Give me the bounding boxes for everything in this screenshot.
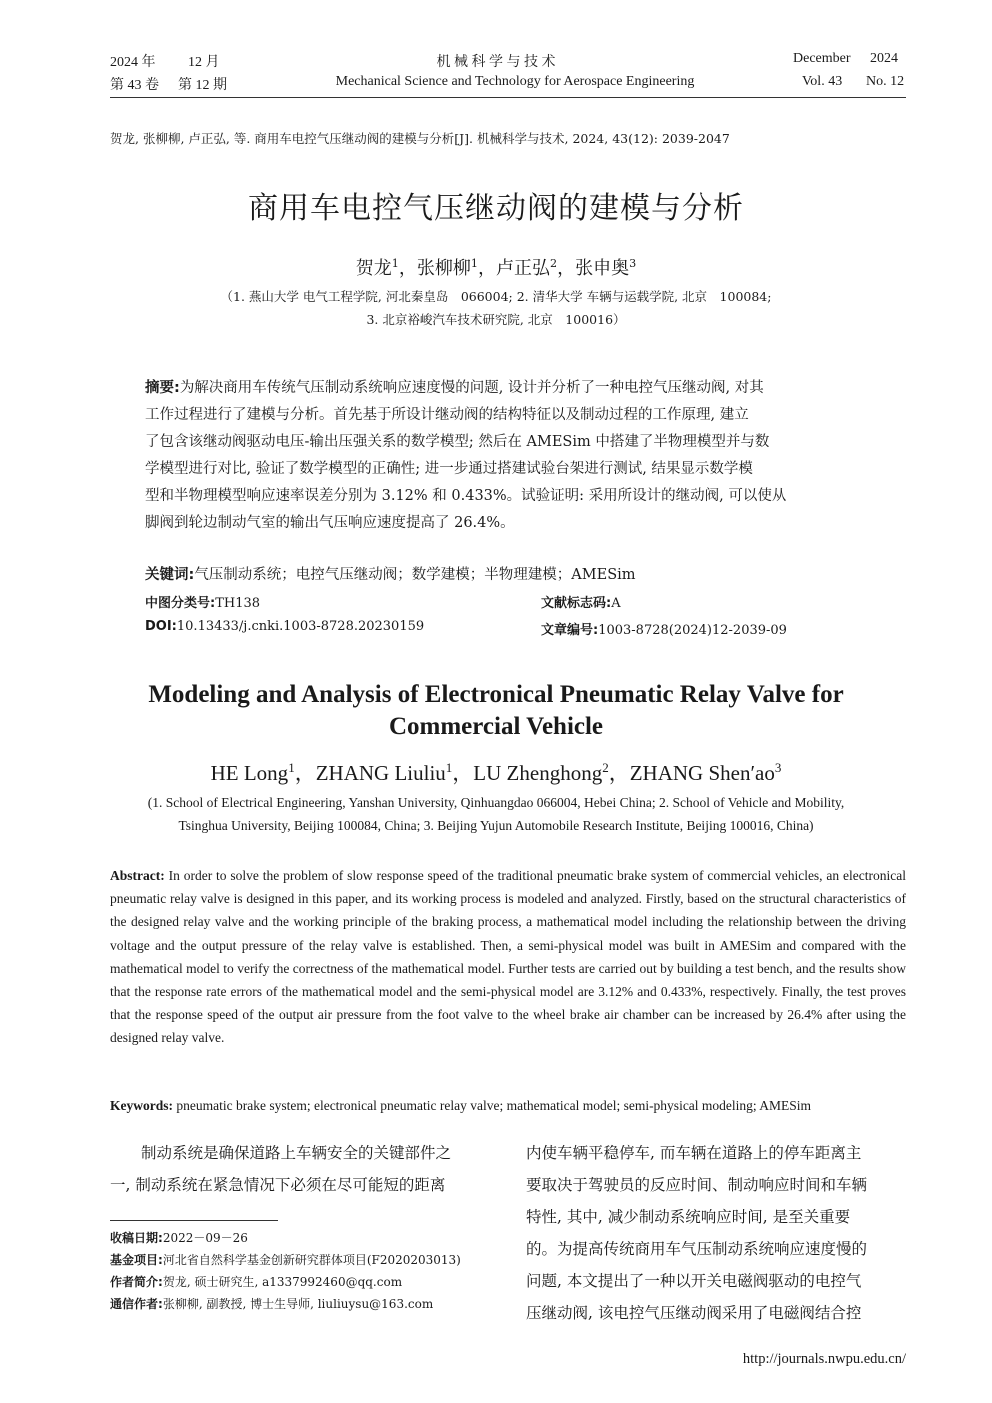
footnote-text: 河北省自然科学基金创新研究群体项目(F2020203013) <box>162 1253 461 1267</box>
header-volume-zh: 第 43 卷 <box>110 78 159 93</box>
document-code <box>541 592 621 611</box>
abstract-zh-line: 了包含该继动阀驱动电压-输出压强关系的数学模型; 然后在 AMESim 中搭建了半物理模型并与数 <box>145 434 770 450</box>
keywords-en-text: pneumatic brake system; electronical pneumatic relay valve; mathematical model; semi-physical modeling; AMESim <box>173 1098 812 1113</box>
body-line: 一, 制动系统在紧急情况下必须在尽可能短的距离 <box>110 1176 446 1194</box>
abstract-zh-line: 为解决商用车传统气压制动系统响应速度慢的问题, 设计并分析了一种电控气压继动阀, 对其 <box>179 380 764 396</box>
author-sep: ， <box>452 761 474 785</box>
body-line: 内使车辆平稳停车, 而车辆在道路上的停车距离主 <box>526 1144 862 1162</box>
body-line: 压继动阀, 该电控气压继动阀采用了电磁阀结合控 <box>526 1304 862 1322</box>
affiliation-zh-line: （1. 燕山大学 电气工程学院, 河北秦皇岛 066004; 2. 清华大学 车辆与运载学院, 北京 100084; <box>220 289 772 304</box>
clc-code <box>145 592 260 611</box>
affiliation-en-line: Tsinghua University, Beijing 100084, China; 3. Beijing Yujun Automobile Research Institute, Beijing 100016, China) <box>178 818 814 833</box>
footnote-text: 张柳柳, 副教授, 博士生导师, liuliuysu@163.com <box>162 1297 434 1311</box>
keywords-zh-text: 气压制动系统；电控气压继动阀；数学建模；半物理建模；AMESim <box>194 567 636 583</box>
footnote-label: 通信作者: <box>110 1297 163 1311</box>
body-line: 制动系统是确保道路上车辆安全的关键部件之 <box>110 1144 452 1162</box>
footnote-label: 基金项目: <box>110 1253 163 1267</box>
footnote-text: 贺龙, 硕士研究生, a1337992460@qq.com <box>162 1275 403 1289</box>
abstract-zh-line: 脚阀到轮边制动气室的输出气压响应速度提高了 26.4%。 <box>145 515 515 531</box>
author-sup: 2 <box>602 760 609 775</box>
author-en: ZHANG Liuliu <box>315 761 446 785</box>
keywords-en-label: Keywords: <box>110 1098 173 1113</box>
doi <box>145 619 424 634</box>
author-en: HE Long <box>210 761 289 785</box>
keywords-zh <box>145 563 636 584</box>
page-title-zh: 商用车电控气压继动阀的建模与分析 <box>248 191 744 226</box>
footnote-label: 作者简介: <box>110 1275 163 1289</box>
footnote-label: 收稿日期: <box>110 1231 163 1245</box>
header-journal-en: Mechanical Science and Technology for Aerospace Engineering <box>335 74 695 89</box>
doi-value: 10.13433/j.cnki.1003-8728.20230159 <box>176 619 425 634</box>
author-zh: 张申奥 <box>575 258 630 279</box>
citation-line: 贺龙, 张柳柳, 卢正弘, 等. 商用车电控气压继动阀的建模与分析[J]. 机械科学与技术, 2024, 43(12): 2039-2047 <box>110 131 730 146</box>
doi-label: DOI: <box>145 619 177 634</box>
author-en: ZHANG Shen′ao <box>629 761 775 785</box>
header-volume-en: Vol. 43 <box>802 74 843 89</box>
abstract-en <box>110 864 906 1050</box>
title-en-line: Modeling and Analysis of Electronical Pneumatic Relay Valve for <box>148 681 844 708</box>
footer-url-link[interactable]: http://journals.nwpu.edu.cn/ <box>742 1351 906 1367</box>
body-column-right <box>526 1137 906 1329</box>
header-year: 2024 年 <box>110 55 156 70</box>
affiliation-en-line: (1. School of Electrical Engineering, Yanshan University, Qinhuangdao 066004, Hebei China; 2. School of Vehicle and Mobility, <box>147 795 845 810</box>
body-line: 问题, 本文提出了一种以开关电磁阀驱动的电控气 <box>526 1272 862 1290</box>
affiliation-zh-line: 3. 北京裕峻汽车技术研究院, 北京 100016） <box>366 312 626 327</box>
abstract-zh-line: 型和半物理模型响应速率误差分别为 3.12% 和 0.433%。试验证明: 采用所设计的继动阀, 可以使从 <box>145 488 787 504</box>
abstract-zh-line: 学模型进行对比, 验证了数学模型的正确性; 进一步通过搭建试验台架进行测试, 结果显示数学模 <box>145 461 753 477</box>
document-code-value: A <box>611 596 621 611</box>
clc-value: TH138 <box>215 596 261 611</box>
author-en: LU Zhenghong <box>473 761 603 785</box>
footnote-author-bio <box>110 1273 402 1290</box>
title-en-line: Commercial Vehicle <box>388 713 604 740</box>
document-code-label: 文献标志码: <box>541 596 612 611</box>
authors-zh <box>0 254 992 280</box>
author-sup: 2 <box>550 257 558 270</box>
author-sep: ， <box>294 761 316 785</box>
header-rule <box>110 97 906 98</box>
keywords-en <box>110 1098 811 1114</box>
header-issue-zh: 第 12 期 <box>178 78 227 93</box>
abstract-zh-label: 摘要: <box>145 380 180 396</box>
abstract-zh-line: 工作过程进行了建模与分析。首先基于所设计继动阀的结构特征以及制动过程的工作原理, 建立 <box>145 407 749 423</box>
author-zh: 卢正弘 <box>496 258 550 279</box>
body-column-left <box>110 1137 492 1201</box>
article-number-value: 1003-8728(2024)12-2039-09 <box>598 623 787 638</box>
author-sup: 3 <box>629 257 637 270</box>
authors-en <box>0 757 992 787</box>
header-issue-en: No. 12 <box>866 74 905 89</box>
author-sup: 1 <box>391 257 399 270</box>
author-sup: 1 <box>470 257 478 270</box>
footnote-corresponding <box>110 1295 433 1312</box>
clc-label: 中图分类号: <box>145 596 216 611</box>
header-month: 12 月 <box>188 55 220 70</box>
abstract-en-text: In order to solve the problem of slow response speed of the traditional pneumatic brake system of commercial vehicles, an electronical pneumatic relay valve is designed in this paper, and its working process is modeled and analyzed. Firstly, based on the structural characteristics of the designed relay valve and the working principle of the braking process, a mathematical model including the relationship between the driving voltage and the output pressure of the relay valve is established. Then, a semi-physical model was built in AMESim and compared with the mathematical model to verify the correctness of the mathematical model. Further tests are carried out by building a test bench, and the results show that the response rate errors of the mathematical model and the semi-physical model are 3.12% and 0.433%, respectively. Finally, the test proves that the response speed of the output air pressure from the foot valve to the wheel brake air chamber can be increased by 26.4% after using the designed relay valve. <box>110 868 906 1046</box>
header-year-en: 2024 <box>870 51 898 66</box>
header-journal-zh: 机 械 科 学 与 技 术 <box>436 55 556 70</box>
article-number <box>541 619 787 638</box>
body-line: 的。为提高传统商用车气压制动系统响应速度慢的 <box>526 1240 868 1258</box>
author-zh: 张柳柳 <box>416 258 471 279</box>
article-number-label: 文章编号: <box>541 623 599 638</box>
body-line: 特性, 其中, 减少制动系统响应时间, 是至关重要 <box>526 1208 851 1226</box>
abstract-zh <box>145 375 873 537</box>
author-sep: ， <box>608 761 630 785</box>
header-month-en: December <box>793 51 851 66</box>
footnote-rule <box>110 1220 278 1221</box>
author-sep: ， <box>478 258 496 279</box>
footnote-received <box>110 1229 248 1246</box>
author-zh: 贺龙 <box>355 258 392 279</box>
author-sup: 1 <box>445 760 453 775</box>
author-sup: 1 <box>288 760 295 775</box>
footnote-funding <box>110 1251 461 1268</box>
footnote-text: 2022－09－26 <box>162 1231 248 1245</box>
author-sep: ， <box>398 258 417 279</box>
abstract-en-label: Abstract: <box>110 868 165 883</box>
author-sep: ， <box>557 258 576 279</box>
page-title-en <box>0 679 992 743</box>
author-sup: 3 <box>774 760 782 775</box>
body-line: 要取决于驾驶员的反应时间、制动响应时间和车辆 <box>526 1176 868 1194</box>
keywords-zh-label: 关键词: <box>145 567 195 583</box>
